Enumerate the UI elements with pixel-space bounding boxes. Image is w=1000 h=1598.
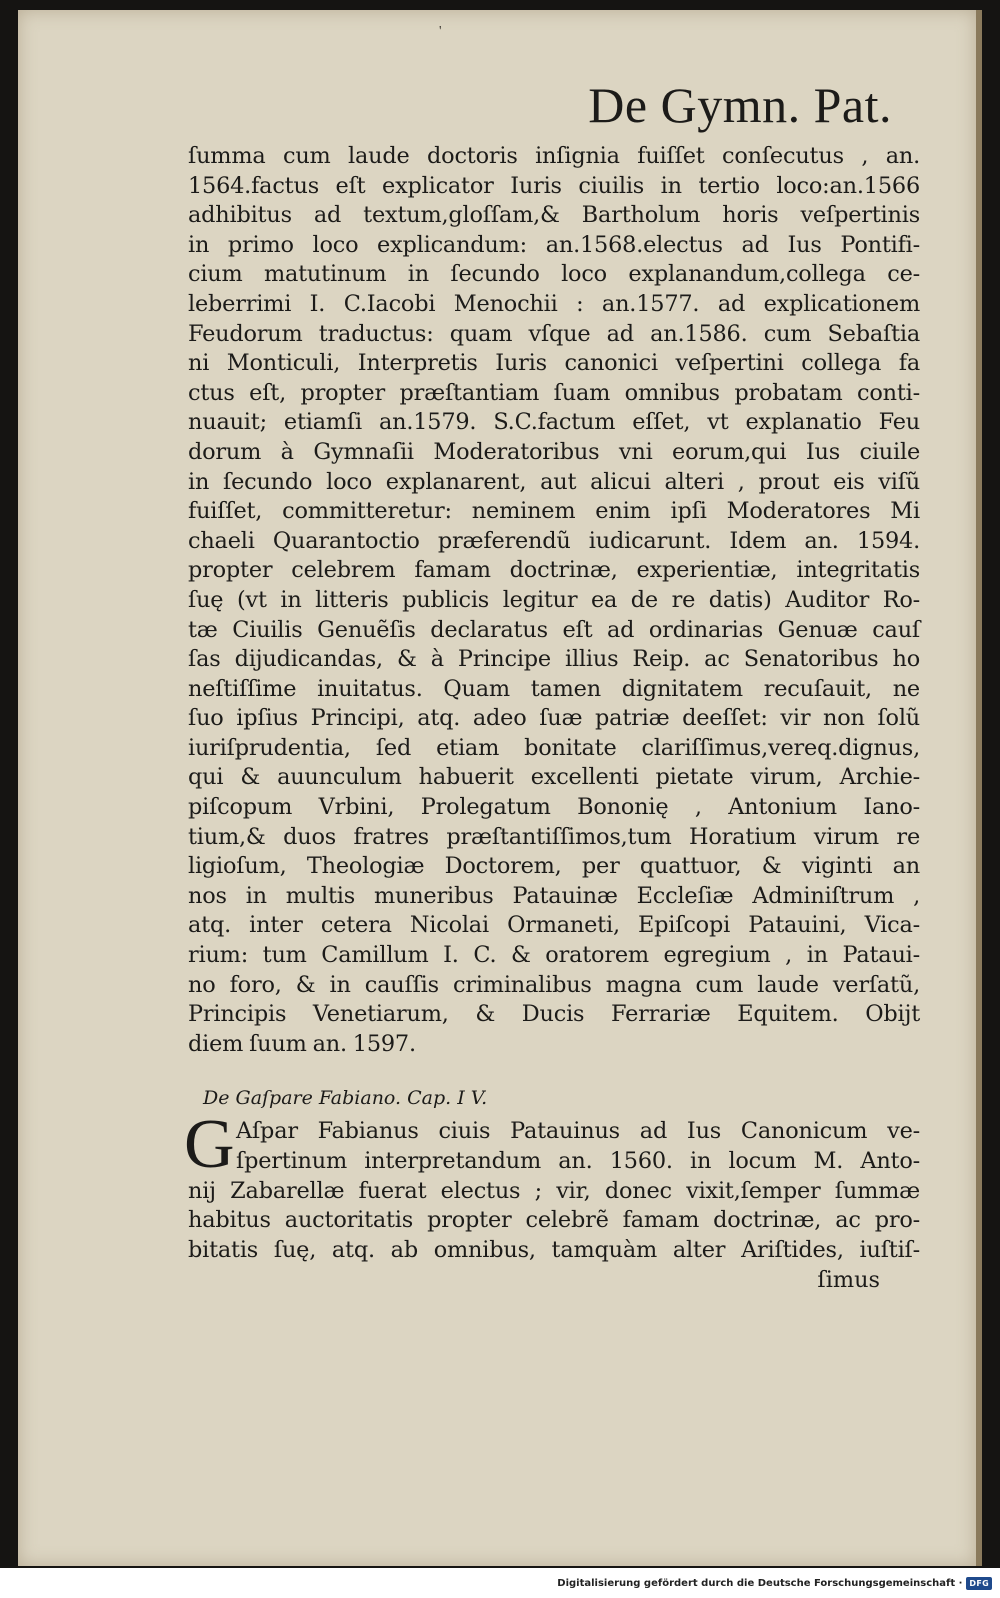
text-line: iuriſprudentia, ſed etiam bonitate clariſſimus,vereq.dignus, <box>188 734 920 761</box>
text-line: nij Zabarellæ fuerat electus ; vir, donec vixit,ſemper ſummæ <box>188 1177 920 1204</box>
paragraph-main <box>188 142 920 1059</box>
text-line: 1564.factus eſt explicator Iuris ciuilis in tertio loco:an.1566 <box>188 172 920 199</box>
text-line: bitatis ſuę, atq. ab omnibus, tamquàm alter Ariſtides, iuſtiſ- <box>188 1236 920 1263</box>
text-line: ſpertinum interpretandum an. 1560. in locum M. Anto- <box>236 1148 920 1174</box>
text-line: rium: tum Camillum I. C. & oratorem egregium , in Pataui- <box>188 942 920 969</box>
text-line: ni Monticuli, Interpretis Iuris canonici veſpertini collega fa <box>188 350 920 377</box>
dfg-logo: DFG <box>966 1577 992 1590</box>
text-line: ſuę (vt in litteris publicis legitur ea de re datis) Auditor Ro- <box>188 586 920 613</box>
text-line: ſumma cum laude doctoris inſignia fuiſſet conſecutus , an. <box>188 143 920 169</box>
text-line: in primo loco explicandum: an.1568.electus ad Ius Pontifi- <box>188 231 920 258</box>
text-line: propter celebrem famam doctrinæ, experientiæ, integritatis <box>188 557 920 584</box>
text-line: ligioſum, Theologiæ Doctorem, per quattuor, & viginti an <box>188 853 920 880</box>
text-line: leberrimi I. C.Iacobi Menochii : an.1577. ad explicationem <box>188 290 920 317</box>
catchword: ſimus <box>817 1267 880 1294</box>
text-line: chaeli Quarantoctio præferendũ iudicarunt. Idem an. 1594. <box>188 527 920 554</box>
text-line: piſcopum Vrbini, Prolegatum Bononię , Antonium Iano- <box>188 794 920 821</box>
text-line: fuiſſet, committeretur: neminem enim ipſi Moderatores Mi <box>188 498 920 525</box>
text-line: Aſpar Fabianus ciuis Patauinus ad Ius Canonicum ve- <box>236 1118 920 1145</box>
text-line: habitus auctoritatis propter celebrẽ famam doctrinæ, ac pro- <box>188 1207 920 1234</box>
text-line: neſtiſſime inuitatus. Quam tamen dignitatem recuſauit, ne <box>188 675 920 702</box>
paragraph-chapter <box>184 1106 920 1265</box>
text-line: in ſecundo loco explanarent, aut alicui alteri , prout eis viſũ <box>188 468 920 495</box>
text-line: atq. inter cetera Nicolai Ormaneti, Epiſcopi Patauini, Vica- <box>188 912 920 939</box>
text-line: cium matutinum in ſecundo loco explanandum,collega ce- <box>188 261 920 288</box>
text-line: dorum à Gymnaſii Moderatoribus vni eorum,qui Ius ciuile <box>188 438 920 465</box>
text-line: ſuo ipſius Principi, atq. adeo ſuæ patriæ deeſſet: vir non ſolũ <box>188 705 920 732</box>
text-line: tæ Ciuilis Genuẽſis declaratus eſt ad ordinarias Genuæ cauſ <box>188 616 920 643</box>
book-page <box>18 10 982 1566</box>
credit-text: Digitalisierung gefördert durch die Deutsche Forschungsgemeinschaft · <box>557 1577 963 1589</box>
text-line: qui & auunculum habuerit excellenti pietate virum, Archie- <box>188 764 920 791</box>
text-line: diem ſuum an. 1597. <box>188 1030 416 1057</box>
text-line: tium,& duos fratres præſtantiſſimos,tum Horatium virum re <box>188 823 920 850</box>
text-line: ctus eſt, propter præſtantiam ſuam omnibus probatam conti- <box>188 379 920 406</box>
text-line: ſas dijudicandas, & à Principe illius Reip. ac Senatoribus ho <box>188 646 920 673</box>
text-line: Feudorum traductus: quam vſque ad an.1586. cum Sebaſtia <box>188 320 920 347</box>
text-line: no foro, & in cauſſis criminalibus magna cum laude verſatũ, <box>188 971 920 998</box>
running-head: De Gymn. Pat. <box>588 77 892 133</box>
folio-mark: ' <box>439 24 442 39</box>
text-line: nuauit; etiamſi an.1579. S.C.factum eſſet, vt explanatio Feu <box>188 409 920 436</box>
text-line: adhibitus ad textum,gloſſam,& Bartholum horis veſpertinis <box>188 202 920 229</box>
text-line: Principis Venetiarum, & Ducis Ferrariæ Equitem. Obijt <box>188 1001 920 1028</box>
page-content <box>184 70 920 1295</box>
digitization-credit <box>557 1574 992 1592</box>
text-line: nos in multis muneribus Patauinæ Eccleſiæ Adminiſtrum , <box>188 882 920 909</box>
chapter-heading: De Gaſpare Fabiano. Cap. I V. <box>203 1087 488 1110</box>
drop-cap: G <box>184 1106 235 1184</box>
